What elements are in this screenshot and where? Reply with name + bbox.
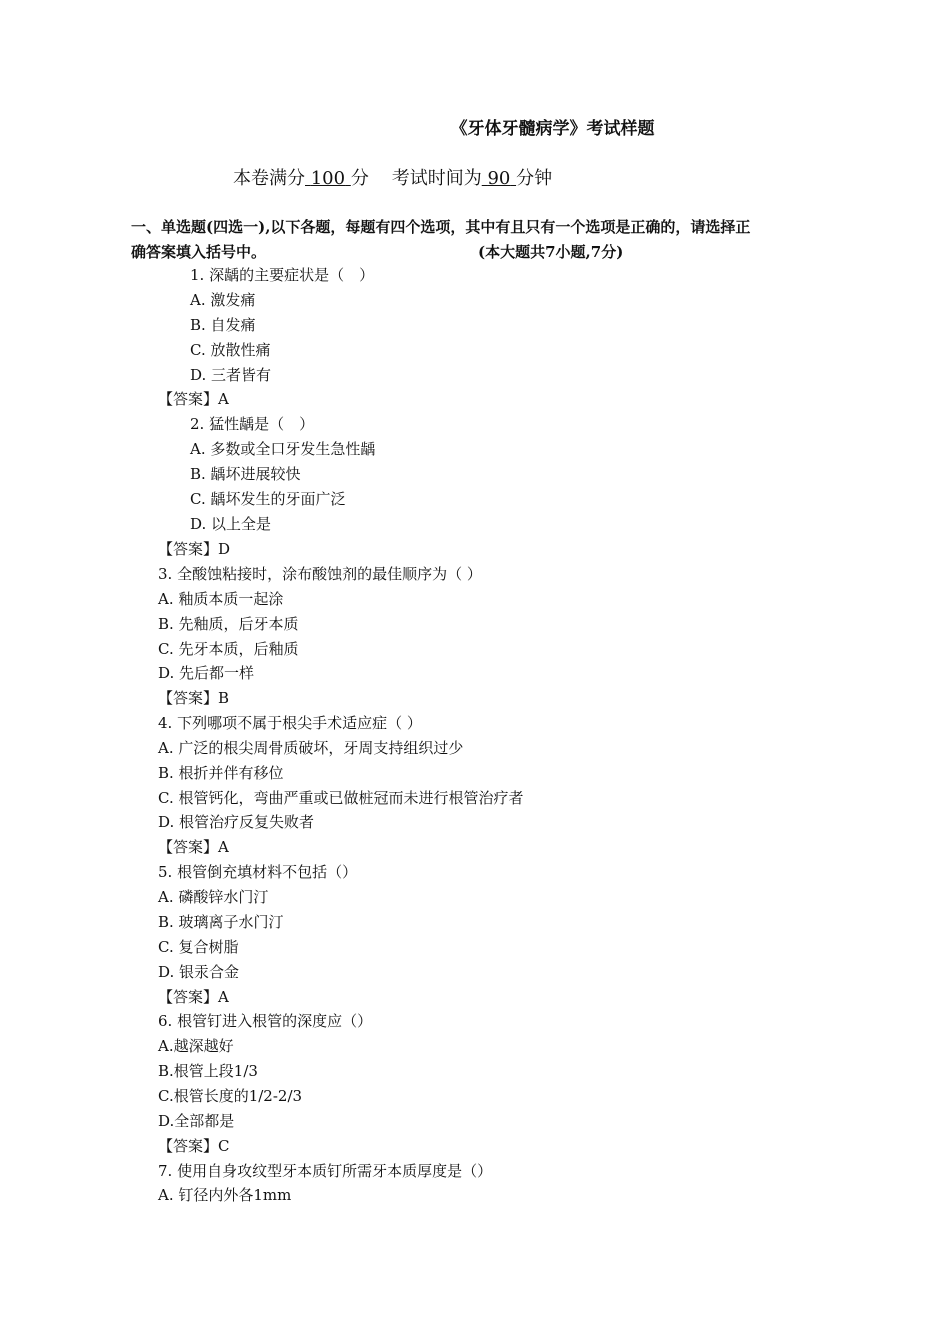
question-1-stem: 1. 深龋的主要症状是（ ）: [190, 266, 375, 284]
section-note: (本大题共7小题,7分): [478, 243, 624, 261]
question-4-option-c: C. 根管钙化，弯曲严重或已做桩冠而未进行根管治疗者: [158, 789, 524, 807]
question-7-stem: 7. 使用自身攻纹型牙本质钉所需牙本质厚度是（）: [158, 1162, 493, 1180]
question-7-option-a: A. 钉径内外各1mm: [158, 1186, 292, 1204]
question-6-option-d: D.全部都是: [158, 1112, 235, 1130]
question-4-answer: 【答案】A: [158, 838, 229, 856]
question-2-answer: 【答案】D: [158, 540, 231, 558]
question-2-stem: 2. 猛性龋是（ ）: [190, 415, 315, 433]
question-3-answer: 【答案】B: [158, 689, 230, 707]
question-1-option-b: B. 自发痛: [190, 316, 256, 334]
question-4-stem: 4. 下列哪项不属于根尖手术适应症（ ）: [158, 714, 422, 732]
question-2-option-b: B. 龋坏进展较快: [190, 465, 301, 483]
section-heading-line2: 确答案填入括号中。: [131, 243, 267, 261]
question-4-option-a: A. 广泛的根尖周骨质破坏，牙周支持组织过少: [158, 739, 464, 757]
section-heading-line1: 一、单选题(四选一),以下各题，每题有四个选项，其中有且只有一个选项是正确的，请选择正: [131, 218, 751, 236]
question-1-option-a: A. 激发痛: [190, 291, 256, 309]
question-2-option-a: A. 多数或全口牙发生急性龋: [190, 440, 376, 458]
exam-meta: [233, 164, 552, 190]
time-unit: 分钟: [516, 168, 553, 189]
question-1-option-d: D. 三者皆有: [190, 366, 272, 384]
question-6-option-a: A.越深越好: [158, 1037, 234, 1055]
question-5-option-c: C. 复合树脂: [158, 938, 239, 956]
exam-time: 90: [487, 168, 511, 189]
question-4-option-d: D. 根管治疗反复失败者: [158, 813, 315, 831]
score-unit: 分: [350, 168, 369, 189]
full-score: 100: [310, 168, 346, 189]
question-3-stem: 3. 全酸蚀粘接时，涂布酸蚀剂的最佳顺序为（ ）: [158, 565, 482, 583]
question-2-option-d: D. 以上全是: [190, 515, 272, 533]
question-5-option-a: A. 磷酸锌水门汀: [158, 888, 269, 906]
question-6-answer: 【答案】C: [158, 1137, 230, 1155]
question-6-option-c: C.根管长度的1/2-2/3: [158, 1087, 303, 1105]
question-6-option-b: B.根管上段1/3: [158, 1062, 258, 1080]
question-1-answer: 【答案】A: [158, 390, 229, 408]
question-2-option-c: C. 龋坏发生的牙面广泛: [190, 490, 346, 508]
question-3-option-d: D. 先后都一样: [158, 664, 255, 682]
question-3-option-b: B. 先釉质，后牙本质: [158, 615, 299, 633]
question-1-option-c: C. 放散性痛: [190, 341, 271, 359]
question-5-stem: 5. 根管倒充填材料不包括（）: [158, 863, 358, 881]
question-3-option-c: C. 先牙本质，后釉质: [158, 640, 299, 658]
time-label: 考试时间为: [391, 168, 482, 189]
question-4-option-b: B. 根折并伴有移位: [158, 764, 284, 782]
question-5-answer: 【答案】A: [158, 988, 229, 1006]
question-3-option-a: A. 釉质本质一起涂: [158, 590, 284, 608]
question-5-option-b: B. 玻璃离子水门汀: [158, 913, 284, 931]
question-6-stem: 6. 根管钉进入根管的深度应（）: [158, 1012, 373, 1030]
page-title: 《牙体牙髓病学》考试样题: [450, 119, 655, 139]
meta-prefix: 本卷满分: [233, 168, 305, 189]
question-5-option-d: D. 银汞合金: [158, 963, 240, 981]
